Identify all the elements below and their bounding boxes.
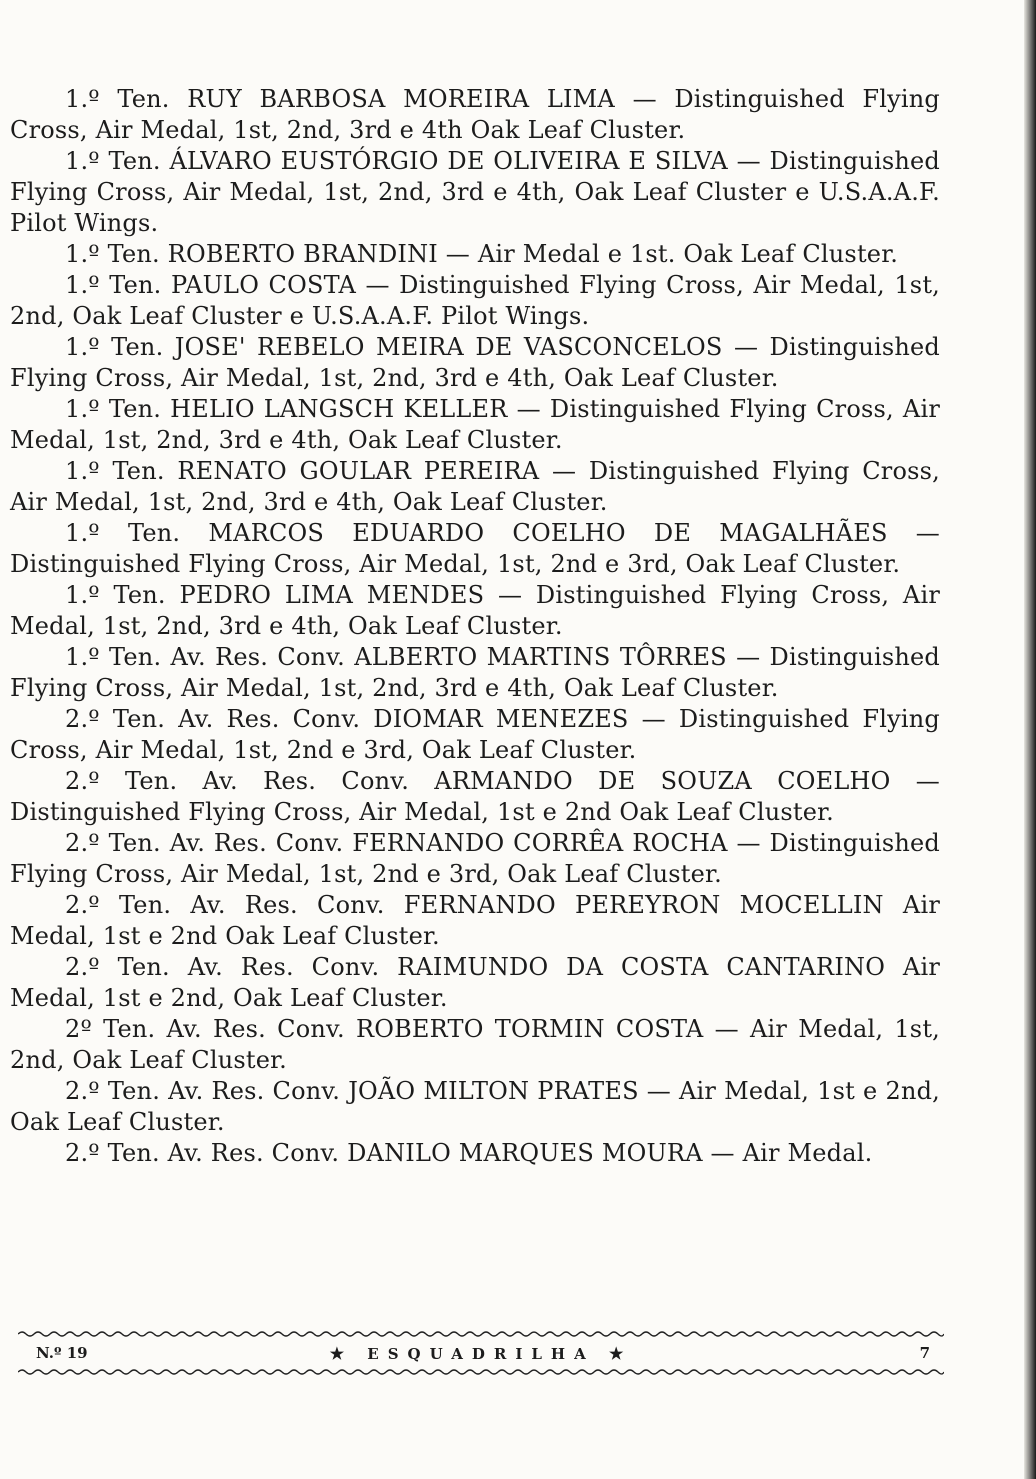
footer-row [18, 1344, 944, 1364]
list-item: 2.º Ten. Av. Res. Conv. ARMANDO DE SOUZA COELHO — Distinguished Flying Cross, Air Medal, 1st e 2nd Oak Leaf Cluster. [10, 767, 940, 826]
star-icon: ★ [329, 1344, 354, 1363]
list-item: 1.º Ten. PAULO COSTA — Distinguished Flying Cross, Air Medal, 1st, 2nd, Oak Leaf Cluster e U.S.A.A.F. Pilot Wings. [10, 271, 940, 330]
star-icon: ★ [608, 1344, 633, 1363]
list-item: 1.º Ten. Av. Res. Conv. ALBERTO MARTINS TÔRRES — Distinguished Flying Cross, Air Medal, 1st, 2nd, 3rd e 4th, Oak Leaf Cluster. [10, 643, 940, 702]
page-footer [18, 1330, 944, 1380]
list-item: 1.º Ten. PEDRO LIMA MENDES — Distinguished Flying Cross, Air Medal, 1st, 2nd, 3rd e 4th, Oak Leaf Cluster. [10, 581, 940, 640]
issue-number: N.º 19 [36, 1344, 88, 1362]
decorations-list [10, 84, 940, 1169]
list-item: 1.º Ten. HELIO LANGSCH KELLER — Distinguished Flying Cross, Air Medal, 1st, 2nd, 3rd e 4th, Oak Leaf Cluster. [10, 395, 940, 454]
wavy-rule-top [18, 1330, 944, 1338]
list-item: 2.º Ten. Av. Res. Conv. FERNANDO PEREYRON MOCELLIN Air Medal, 1st e 2nd Oak Leaf Cluster. [10, 891, 940, 950]
list-item: 1.º Ten. ÁLVARO EUSTÓRGIO DE OLIVEIRA E SILVA — Distinguished Flying Cross, Air Medal, 1st, 2nd, 3rd e 4th, Oak Leaf Cluster e U.S.A.A.F. Pilot Wings. [10, 147, 940, 237]
list-item: 2.º Ten. Av. Res. Conv. FERNANDO CORRÊA ROCHA — Distinguished Flying Cross, Air Medal, 1st, 2nd e 3rd, Oak Leaf Cluster. [10, 829, 940, 888]
list-item: 2º Ten. Av. Res. Conv. ROBERTO TORMIN COSTA — Air Medal, 1st, 2nd, Oak Leaf Cluster. [10, 1015, 940, 1074]
wavy-rule-bottom [18, 1368, 944, 1376]
masthead [18, 1344, 944, 1363]
list-item: 2.º Ten. Av. Res. Conv. RAIMUNDO DA COSTA CANTARINO Air Medal, 1st e 2nd, Oak Leaf Cluster. [10, 953, 940, 1012]
list-item: 1.º Ten. MARCOS EDUARDO COELHO DE MAGALHÃES — Distinguished Flying Cross, Air Medal, 1st, 2nd e 3rd, Oak Leaf Cluster. [10, 519, 940, 578]
list-item: 1.º Ten. RUY BARBOSA MOREIRA LIMA — Distinguished Flying Cross, Air Medal, 1st, 2nd, 3rd e 4th Oak Leaf Cluster. [10, 85, 940, 144]
list-item: 1.º Ten. RENATO GOULAR PEREIRA — Distinguished Flying Cross, Air Medal, 1st, 2nd, 3rd e 4th, Oak Leaf Cluster. [10, 457, 940, 516]
list-item: 2.º Ten. Av. Res. Conv. DANILO MARQUES MOURA — Air Medal. [65, 1139, 873, 1167]
page-edge-shadow [1024, 0, 1036, 1479]
list-item: 1.º Ten. ROBERTO BRANDINI — Air Medal e 1st. Oak Leaf Cluster. [65, 240, 899, 268]
list-item: 2.º Ten. Av. Res. Conv. JOÃO MILTON PRATES — Air Medal, 1st e 2nd, Oak Leaf Cluster. [10, 1077, 940, 1136]
list-item: 1.º Ten. JOSE' REBELO MEIRA DE VASCONCELOS — Distinguished Flying Cross, Air Medal, 1st, 2nd, 3rd e 4th, Oak Leaf Cluster. [10, 333, 940, 392]
page-number: 7 [919, 1344, 930, 1362]
list-item: 2.º Ten. Av. Res. Conv. DIOMAR MENEZES — Distinguished Flying Cross, Air Medal, 1st, 2nd e 3rd, Oak Leaf Cluster. [10, 705, 940, 764]
masthead-title: ESQUADRILHA [367, 1345, 595, 1363]
